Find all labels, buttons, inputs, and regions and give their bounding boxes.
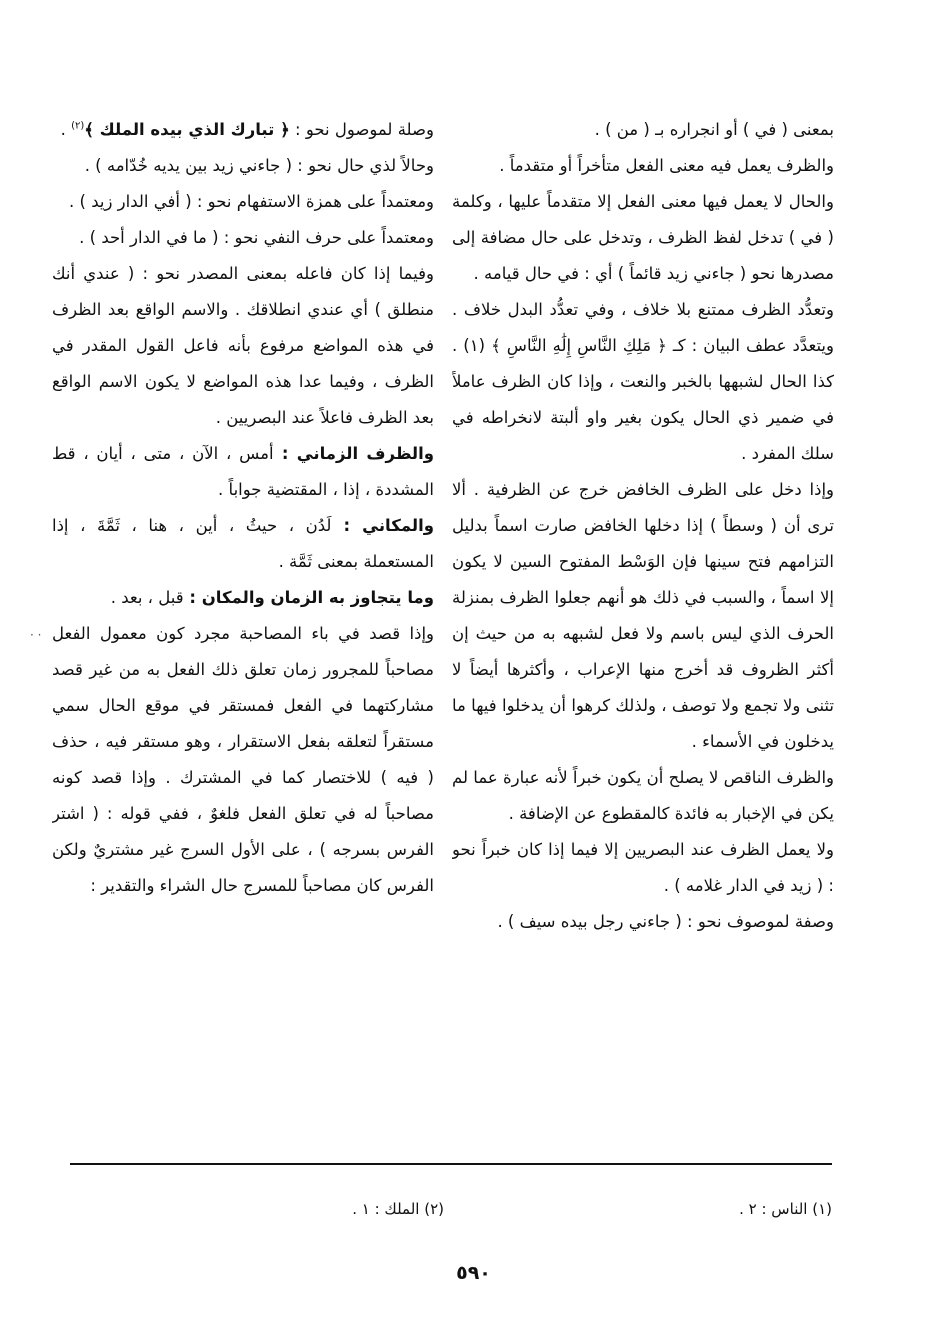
left-column <box>52 112 434 1147</box>
left-paragraph-7 <box>52 508 434 580</box>
right-paragraph-5: وإذا دخل على الظرف الخافض خرج عن الظرفية . ألا ترى أن ( وسطاً ) إذا دخلها الخافض صارت اسماً بدليل التزامهم فتح سينها فإن الوَسْط المفتوح السين لا يكون إلا اسماً ، والسبب في ذلك هو أنهم جعلوا الظرف بمنزلة الحرف الذي ليس باسم ولا فعل لشبهه به من حيث إن أكثر الظروف قد أخرج منها الإعراب ، وأكثرها أيضاً لا تثنى ولا تجمع ولا توصف ، ولذلك كرهوا أن يدخلوا فيها ما يدخلون في الأسماء . <box>452 480 834 751</box>
right-paragraph-2: والظرف يعمل فيه معنى الفعل متأخراً أو متقدماً . <box>499 156 834 175</box>
page-number: ٥٩٠ <box>456 1262 491 1284</box>
footnote-1: (١) الناس : ٢ . <box>739 1200 832 1218</box>
footnote-divider <box>70 1163 832 1165</box>
left-paragraph-3: ومعتمداً على همزة الاستفهام نحو : ( أفي الدار زيد ) . <box>69 192 434 211</box>
right-paragraph-7: ولا يعمل الظرف عند البصريين إلا فيما إذا كان خبراً نحو : ( زيد في الدار غلامه ) . <box>452 840 834 895</box>
footnote-ref-2: (٢) <box>71 120 85 132</box>
right-column <box>452 112 834 1147</box>
left-paragraph-9: وإذا قصد في باء المصاحبة مجرد كون معمول الفعل مصاحباً للمجرور زمان تعلق ذلك الفعل به من غير قصد مشاركتهما في الفعل فمستقر في موقع الحال سمي مستقراً لتعلقه بفعل الاستقرار ، وهو مستقر فيه ، حذف ( فيه ) للاختصار كما في المشترك . وإذا قصد كونه مصاحباً له في تعلق الفعل فلغوٌ ، ففي قوله : ( اشتر الفرس بسرجه ) ، على الأول السرج غير مشتريٌ ولكن الفرس كان مصاحباً للمسرج حال الشراء والتقدير : <box>52 624 434 895</box>
right-paragraph-6: والظرف الناقص لا يصلح أن يكون خبراً لأنه عبارة عما لم يكن في الإخبار به فائدة كالمقطوع عن الإضافة . <box>452 768 834 823</box>
term-label: والمكاني : <box>331 516 434 535</box>
right-paragraph-3: والحال لا يعمل فيها معنى الفعل إلا متقدماً عليها ، وكلمة ( في ) تدخل لفظ الظرف ، وتدخل على حال مضافة إلى مصدرها نحو ( جاءني زيد قائماً ) أي : في حال قيامه . <box>452 192 834 283</box>
term-label: والظرف الزماني : <box>273 444 434 463</box>
left-paragraph-4: ومعتمداً على حرف النفي نحو : ( ما في الدار أحد ) . <box>79 228 434 247</box>
quran-quote: ﴿ تبارك الذي بيده الملك ﴾ <box>84 120 290 139</box>
right-paragraph-8: وصفة لموصوف نحو : ( جاءني رجل بيده سيف ) . <box>497 912 834 931</box>
footnote-2: (٢) الملك : ١ . <box>352 1200 444 1218</box>
paragraph-text: أمس ، الآن ، متى ، أيان ، قط المشددة ، إذا ، المقتضية جواباً . <box>52 444 434 499</box>
left-paragraph-2: وحالاً لذي حال نحو : ( جاءني زيد بين يديه خُدّامه ) . <box>84 156 434 175</box>
paragraph-text: وصلة لموصول نحو : <box>289 120 434 139</box>
right-paragraph-1: بمعنى ( في ) أو انجراره بـ ( من ) . <box>594 120 834 139</box>
left-paragraph-5: وفيما إذا كان فاعله بمعنى المصدر نحو : ( عندي أنك منطلق ) أي عندي انطلاقك . والاسم الواقع بعد الظرف في هذه المواضع مرفوع بأنه فاعل القول المقدر في الظرف ، وفيما عدا هذه المواضع لا يكون الاسم الواقع بعد الظرف فاعلاً عند البصريين . <box>52 264 434 427</box>
paragraph-text: قبل ، بعد . <box>110 588 184 607</box>
margin-marks: · · <box>30 628 42 642</box>
paragraph-text: لَدُن ، حيثُ ، أين ، هنا ، ثَمَّةَ ، إذا المستعملة بمعنى ثَمَّة . <box>52 516 434 571</box>
term-label: وما يتجاوز به الزمان والمكان : <box>183 588 434 607</box>
left-paragraph-6 <box>52 436 434 508</box>
right-paragraph-4: وتعدُّد الظرف ممتنع بلا خلاف ، وفي تعدُّد البدل خلاف . ويتعدَّد عطف البيان : كـ ﴿ مَلِكِ النَّاسِ إِلَٰهِ النَّاسِ ﴾ (١) . كذا الحال لشبهها بالخبر والنعت ، وإذا كان الظرف عاملاً في ضمير ذي الحال يكون بغير واو ألبتة لانخراطه في سلك المفرد . <box>452 300 834 463</box>
paragraph-text: . <box>60 120 72 139</box>
left-paragraph-1 <box>52 112 434 148</box>
left-paragraph-8 <box>52 580 434 616</box>
